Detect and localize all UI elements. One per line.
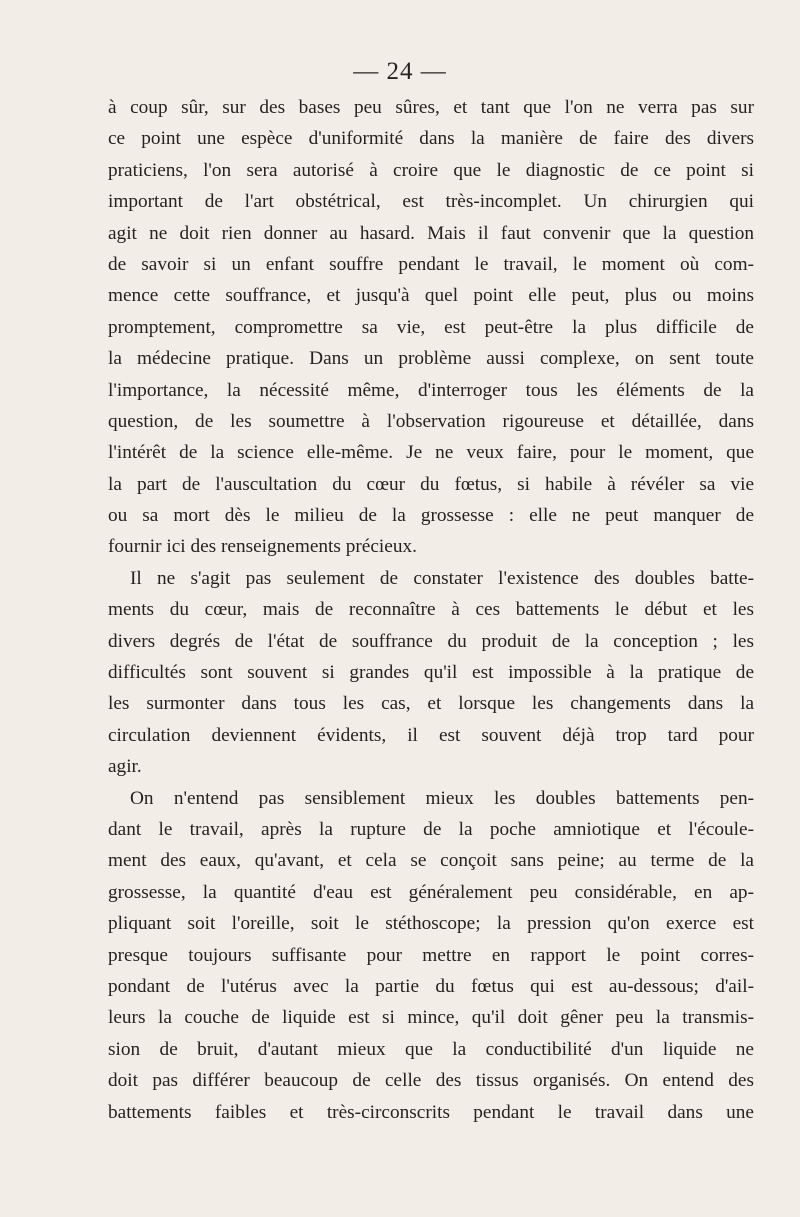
text-line: ou sa mort dès le milieu de la grossesse : elle ne peut manquer de (108, 505, 754, 527)
page-number: — 24 — (353, 58, 447, 85)
paragraph-3 (108, 783, 754, 1128)
text-line: pondant de l'utérus avec la partie du fœtus qui est au-dessous; d'ail- (108, 975, 754, 997)
text-line: pliquant soit l'oreille, soit le stéthoscope; la pression qu'on exerce est (108, 913, 754, 935)
text-line: à coup sûr, sur des bases peu sûres, et tant que l'on ne verra pas sur (108, 97, 754, 118)
text-line: sion de bruit, d'autant mieux que la conductibilité d'un liquide ne (108, 1038, 754, 1060)
text-line: l'intérêt de la science elle-même. Je ne veux faire, pour le moment, que (108, 442, 754, 464)
text-line: l'importance, la nécessité même, d'interroger tous les éléments de la (108, 379, 754, 401)
text-line: mence cette souffrance, et jusqu'à quel point elle peut, plus ou moins (108, 285, 754, 307)
text-line: leurs la couche de liquide est si mince, qu'il doit gêner peu la transmis- (108, 1007, 754, 1029)
text-line: question, de les soumettre à l'observation rigoureuse et détaillée, dans (108, 410, 754, 432)
text-line: la médecine pratique. Dans un problème aussi complexe, on sent toute (108, 348, 754, 370)
paragraph-1 (108, 92, 754, 563)
paragraph-2 (108, 563, 754, 783)
text-line: difficultés sont souvent si grandes qu'il est impossible à la pratique de (108, 662, 754, 684)
text-line: de savoir si un enfant souffre pendant le travail, le moment où com- (108, 253, 754, 275)
text-line: la part de l'auscultation du cœur du fœtus, si habile à révéler sa vie (108, 473, 754, 495)
text-line: battements faibles et très-circonscrits pendant le travail dans une (108, 1101, 754, 1123)
text-line: grossesse, la quantité d'eau est généralement peu considérable, en ap- (108, 881, 754, 903)
text-line: circulation deviennent évidents, il est souvent déjà trop tard pour (108, 724, 754, 746)
text-line: important de l'art obstétrical, est très-incomplet. Un chirurgien qui (108, 191, 754, 213)
text-line: ce point une espèce d'uniformité dans la manière de faire des divers (108, 128, 754, 150)
text-line: les surmonter dans tous les cas, et lorsque les changements dans la (108, 693, 754, 715)
text-line: promptement, compromettre sa vie, est peut-être la plus difficile de (108, 316, 754, 338)
text-line: doit pas différer beaucoup de celle des tissus organisés. On entend des (108, 1070, 754, 1092)
text-line: agir. (108, 756, 142, 778)
text-line: praticiens, l'on sera autorisé à croire que le diagnostic de ce point si (108, 159, 754, 181)
text-line: divers degrés de l'état de souffrance du produit de la conception ; les (108, 630, 754, 652)
text-line: Il ne s'agit pas seulement de constater l'existence des doubles batte- (130, 567, 754, 589)
text-line: dant le travail, après la rupture de la poche amniotique et l'écoule- (108, 818, 754, 840)
text-line: fournir ici des renseignements précieux. (108, 536, 417, 558)
body-text (108, 92, 754, 1128)
text-line: ment des eaux, qu'avant, et cela se conçoit sans peine; au terme de la (108, 850, 754, 872)
text-line: presque toujours suffisante pour mettre en rapport le point corres- (108, 944, 754, 966)
text-line: On n'entend pas sensiblement mieux les doubles battements pen- (130, 787, 754, 809)
text-line: agit ne doit rien donner au hasard. Mais il faut convenir que la question (108, 222, 754, 244)
text-line: ments du cœur, mais de reconnaître à ces battements le début et les (108, 599, 754, 621)
